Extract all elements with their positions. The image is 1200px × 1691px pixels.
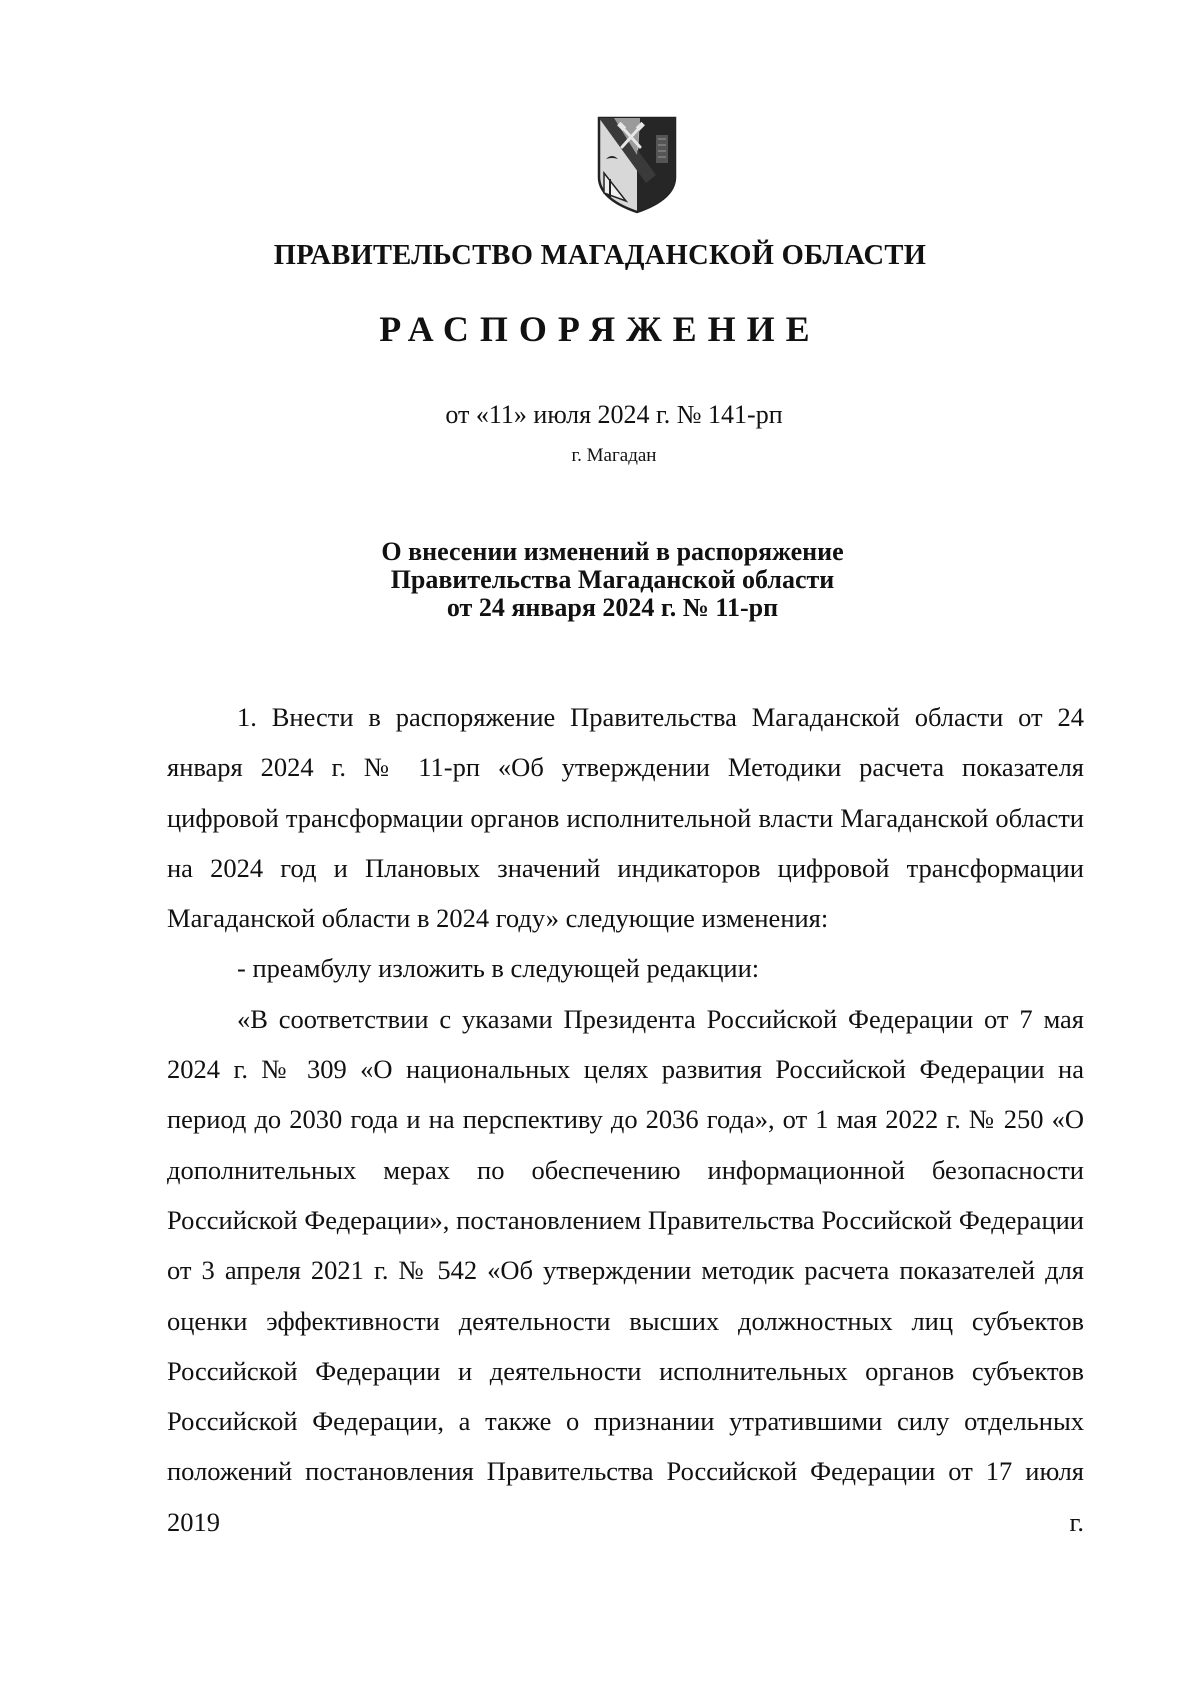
government-name: ПРАВИТЕЛЬСТВО МАГАДАНСКОЙ ОБЛАСТИ xyxy=(273,240,927,271)
body-paragraph: «В соответствии с указами Президента Российской Федерации от 7 мая 2024 г. № 309 «О национальных целях развития Российской Федерации на период до 2030 года и на перспективу до 2036 года», от 1 мая 2022 г. № 250 «О дополнительных мерах по обеспечению информационной безопасности Российской Федерации», постановлением Правительства Российской Федерации от 3 апреля 2021 г. № 542 «Об утверждении методик расчета показателей для оценки эффективности деятельности высших должностных лиц субъектов Российской Федерации и деятельности исполнительных органов субъектов Российской Федерации, а также о признании утратившими силу отдельных положений постановления Правительства Российской Федерации от 17 июля 2019 г. xyxy=(167,1003,1084,1537)
document-date-number: от «11» июля 2024 г. № 141-рп xyxy=(445,400,783,429)
coat-of-arms-icon xyxy=(596,115,678,215)
subject-line: О внесении изменений в распоряжение xyxy=(381,537,844,566)
document-subject xyxy=(0,538,1200,622)
subject-line: от 24 января 2024 г. № 11-рп xyxy=(446,593,779,622)
body-paragraph: 1. Внести в распоряжение Правительства Магаданской области от 24 января 2024 г. № 11-рп «Об утверждении Методики расчета показателя цифровой трансформации органов исполнительной власти Магаданской области на 2024 год и Плановых значений индикаторов цифровой трансформации Магаданской области в 2024 году» следующие изменения: xyxy=(167,702,1084,934)
document-type-heading: РАСПОРЯЖЕНИЕ xyxy=(379,309,821,349)
body-paragraph: - преамбулу изложить в следующей редакции: xyxy=(237,953,760,984)
subject-line: Правительства Магаданской области xyxy=(390,565,835,594)
document-body xyxy=(167,692,1084,1547)
document-city: г. Магадан xyxy=(571,445,657,466)
